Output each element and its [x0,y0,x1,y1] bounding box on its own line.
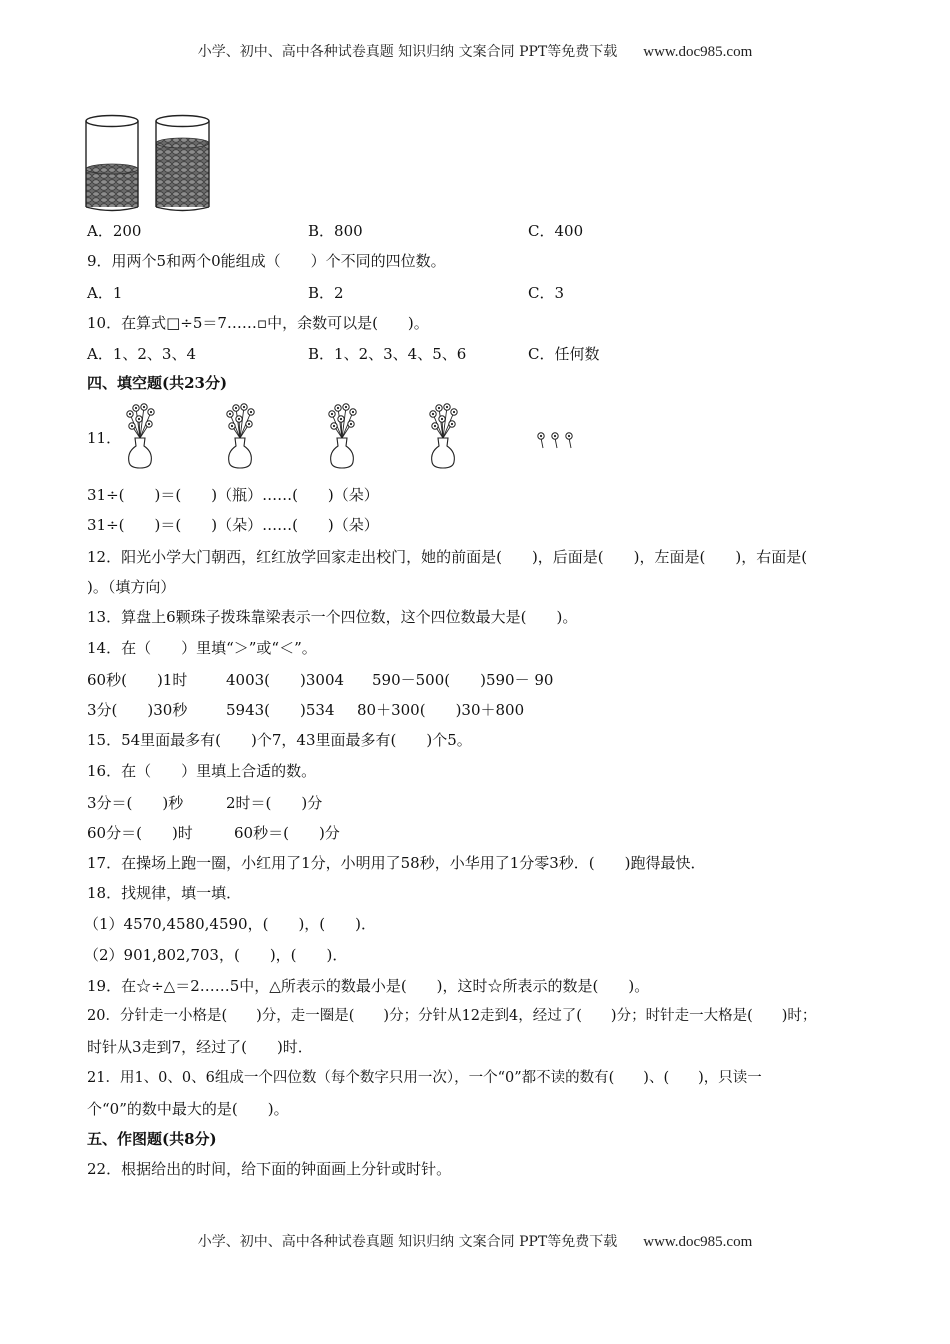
q8-option-c[interactable]: C．400 [528,222,584,240]
q13-text: 13．算盘上6颗珠子拨珠靠梁表示一个四位数，这个四位数最大是( )。 [87,608,578,626]
q17-text: 17．在操场上跑一圈，小红用了1分，小明用了58秒，小华用了1分零3秒．( )跑得最快． [87,854,706,872]
header-site: www.doc985.com [643,44,753,60]
q14-row2-c: 80＋300( )30＋800 [357,701,525,719]
q20-line-1: 20．分针走一小格是( )分，走一圈是( )分；分针从12走到4，经过了( )分；时针走一大格是( )时； [87,1008,817,1024]
q8-option-a[interactable]: A．200 [87,222,142,240]
flower-vases-illustration [118,400,598,472]
q14-text: 14．在（ ）里填“＞”或“＜”。 [87,639,317,657]
page-header [0,41,950,61]
q18-line-1: （1）4570,4580,4590，( )，( )． [84,915,377,933]
q18-line-2: （2）901,802,703，( )，( )． [84,946,348,964]
q12-line-1: 12．阳光小学大门朝西，红红放学回家走出校门，她的前面是( )，后面是( )，左面是( )，右面是( [87,548,808,566]
q19-text: 19．在☆÷△＝2……5中，△所表示的数最小是( )，这时☆所表示的数是( )。 [87,977,650,995]
page-footer [0,1231,950,1251]
beaker-left [86,116,138,211]
loose-flowers [538,433,572,448]
footer-text: 小学、初中、高中各种试卷真题 知识归纳 文案合同 PPT等免费下载 [197,1234,618,1250]
beakers-illustration [84,113,216,213]
section-4-heading: 四、填空题(共23分) [87,374,228,392]
q21-line-1: 21．用1、0、0、6组成一个四位数（每个数字只用一次），一个“0”都不读的数有( )、( )，只读一 [87,1070,762,1086]
q12-line-2: )。（填方向） [87,578,176,596]
header-text: 小学、初中、高中各种试卷真题 知识归纳 文案合同 PPT等免费下载 [197,44,618,60]
q10-option-b[interactable]: B．1、2、3、4、5、6 [308,345,467,363]
q8-option-b[interactable]: B．800 [308,222,363,240]
q9-option-a[interactable]: A．1 [87,284,123,302]
q9-option-b[interactable]: B．2 [308,284,344,302]
q15-text: 15．54里面最多有( )个7，43里面最多有( )个5。 [87,731,472,749]
q14-row2-b: 5943( )534 [226,701,335,719]
section-5-heading: 五、作图题(共8分) [87,1130,217,1148]
q14-row1-b: 4003( )3004 [226,671,345,689]
q16-row1-b: 2时＝( )分 [226,794,323,812]
q11-number: 11． [87,429,122,447]
q16-row2-a: 60分＝( )时 [87,824,193,842]
q16-row2-b: 60秒＝( )分 [234,824,340,842]
footer-site: www.doc985.com [643,1234,753,1250]
q11-line-2: 31÷( )＝( )（朵）……( )（朵） [87,516,379,534]
q10-option-c[interactable]: C．任何数 [528,345,600,363]
q21-line-2: 个“0”的数中最大的是( )。 [87,1100,289,1118]
q18-text: 18．找规律，填一填． [87,884,242,902]
q16-text: 16．在（ ）里填上合适的数。 [87,762,317,780]
q14-row2-a: 3分( )30秒 [87,701,188,719]
q9-text: 9．用两个5和两个0能组成（ ）个不同的四位数。 [87,252,446,270]
beaker-right [156,116,209,211]
q14-row1-a: 60秒( )1时 [87,671,188,689]
q16-row1-a: 3分＝( )秒 [87,794,184,812]
q14-row1-c: 590－500( )590－ 90 [372,671,554,689]
q22-text: 22．根据给出的时间，给下面的钟面画上分针或时针。 [87,1160,452,1178]
q11-line-1: 31÷( )＝( )（瓶）……( )（朵） [87,486,379,504]
q10-text: 10．在算式□÷5＝7……▫中，余数可以是( )。 [87,314,429,332]
q10-option-a[interactable]: A．1、2、3、4 [87,345,197,363]
q9-option-c[interactable]: C．3 [528,284,565,302]
q20-line-2: 时针从3走到7，经过了( )时． [87,1038,313,1056]
